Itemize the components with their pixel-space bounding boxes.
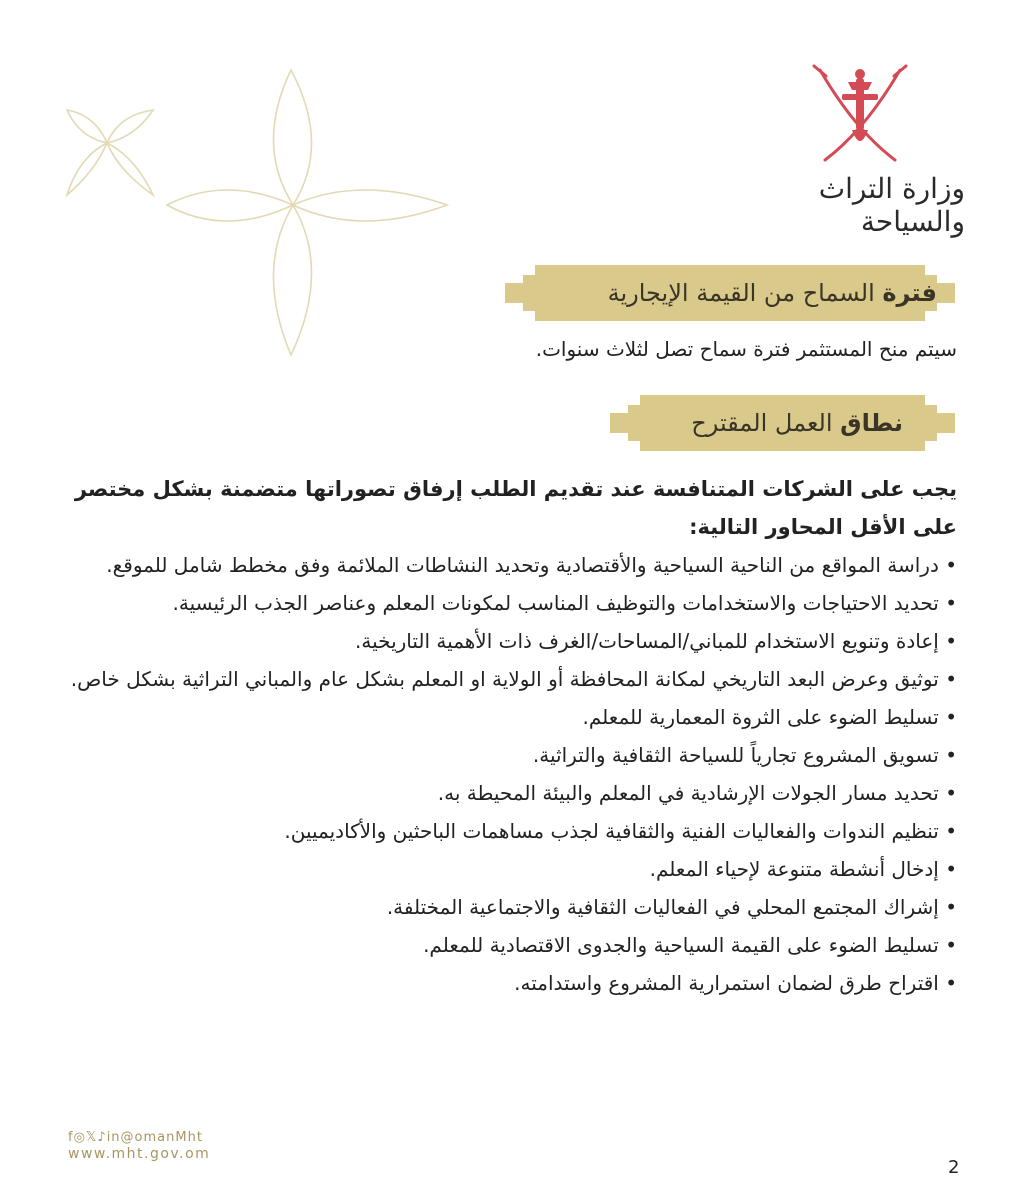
- section-banner-grace-period: [505, 265, 955, 321]
- list-item: • تسليط الضوء على الثروة المعمارية للمعلم.: [67, 698, 957, 736]
- section-heading-rest: العمل المقترح: [691, 409, 841, 437]
- section-heading: [608, 265, 937, 321]
- ministry-name: وزارة التراث والسياحة: [818, 172, 965, 238]
- page-number: 2: [948, 1157, 960, 1178]
- scope-list: [67, 546, 957, 1002]
- list-item: • تسويق المشروع تجارياً للسياحة الثقافية والتراثية.: [67, 736, 957, 774]
- floral-decoration-icon: [55, 65, 455, 365]
- oman-emblem-icon: [800, 60, 920, 170]
- list-item: • توثيق وعرض البعد التاريخي لمكانة المحافظة أو الولاية او المعلم بشكل عام والمباني التراثية بشكل خاص.: [67, 660, 957, 698]
- list-item: • تحديد مسار الجولات الإرشادية في المعلم والبيئة المحيطة به.: [67, 774, 957, 812]
- section-heading-bold: نطاق: [840, 409, 903, 437]
- social-handle[interactable]: f◎𝕏♪in@omanMht: [68, 1130, 203, 1145]
- section-heading: [691, 395, 903, 451]
- list-item: • إعادة وتنويع الاستخدام للمباني/المساحات/الغرف ذات الأهمية التاريخية.: [67, 622, 957, 660]
- section-heading-bold: فترة: [882, 279, 937, 307]
- list-item: • إدخال أنشطة متنوعة لإحياء المعلم.: [67, 850, 957, 888]
- scope-intro: يجب على الشركات المتنافسة عند تقديم الطلب إرفاق تصوراتها متضمنة بشكل مختصر على الأقل المحاور التالية:: [74, 477, 957, 539]
- list-item: • إشراك المجتمع المحلي في الفعاليات الثقافية والاجتماعية المختلفة.: [67, 888, 957, 926]
- scope-content: [67, 470, 957, 1002]
- list-item: • تنظيم الندوات والفعاليات الفنية والثقافية لجذب مساهمات الباحثين والأكاديميين.: [67, 812, 957, 850]
- list-item: • دراسة المواقع من الناحية السياحية والأقتصادية وتحديد النشاطات الملائمة وفق مخطط شامل للموقع.: [67, 546, 957, 584]
- section-heading-rest: السماح من القيمة الإيجارية: [607, 279, 883, 307]
- website-link[interactable]: www.mht.gov.om: [68, 1146, 211, 1162]
- list-item: • اقتراح طرق لضمان استمرارية المشروع واستدامته.: [67, 964, 957, 1002]
- grace-period-text: سيتم منح المستثمر فترة سماح تصل لثلاث سنوات.: [535, 337, 957, 361]
- section-banner-scope: [610, 395, 955, 451]
- list-item: • تحديد الاحتياجات والاستخدامات والتوظيف المناسب لمكونات المعلم وعناصر الجذب الرئيسية.: [67, 584, 957, 622]
- list-item: • تسليط الضوء على القيمة السياحية والجدوى الاقتصادية للمعلم.: [67, 926, 957, 964]
